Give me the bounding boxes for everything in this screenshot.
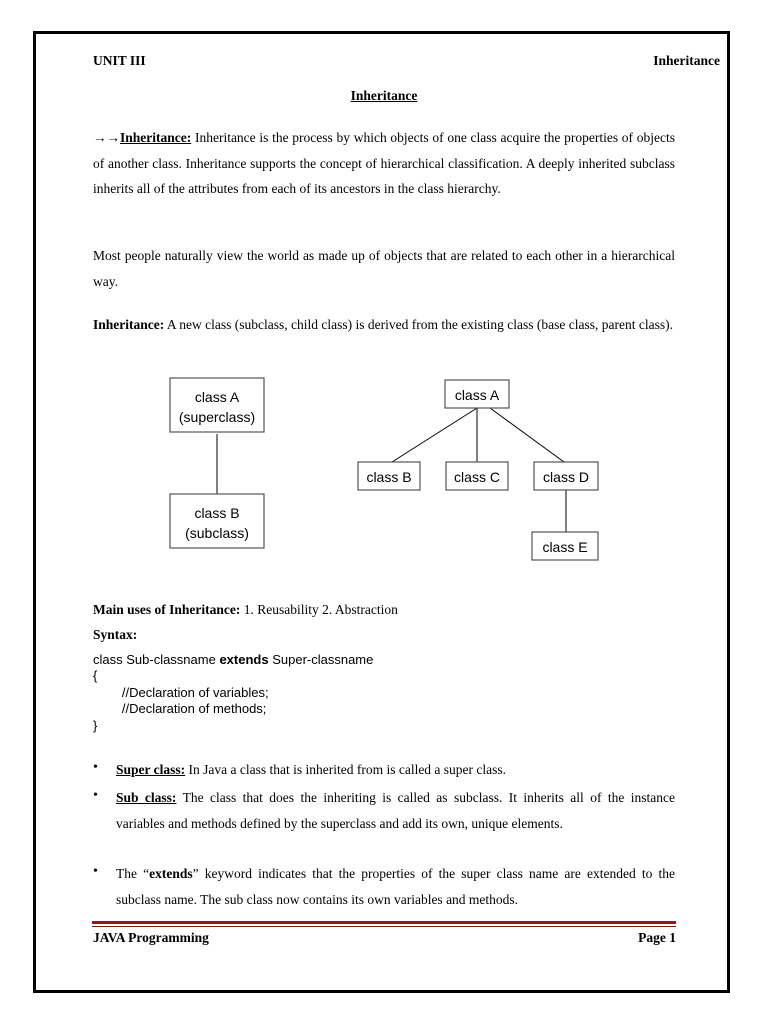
hierarchy-diagram <box>350 372 610 567</box>
paragraph-2: Most people naturally view the world as made up of objects that are related to each other in a hierarchical way. <box>93 248 675 289</box>
subclass-term: Sub class: <box>116 790 177 805</box>
footer-page-number: Page 1 <box>638 930 676 945</box>
superclass-text: In Java a class that is inherited from is called a super class. <box>185 762 507 777</box>
intro-text: Inheritance is the process by which objects of one class acquire the properties of objects of another class. Inheritance supports the concept of hierarchical classification. A deeply inherited subclass inherits all of the attributes from each of its ancestors in the class hierarchy. <box>93 130 675 196</box>
subclass-sublabel: (subclass) <box>185 525 249 541</box>
bullet-extends <box>116 861 675 912</box>
subclass-text: The class that does the inheriting is called as subclass. It inherits all of the instance variables and methods defined by the superclass and add its own, unique elements. <box>116 790 675 831</box>
node-class-a-label: class A <box>454 387 500 403</box>
arrow-icon: →→ <box>93 130 120 145</box>
node-class-b-label: class B <box>366 469 412 485</box>
superclass-sublabel: (superclass) <box>178 409 256 425</box>
header-unit: UNIT III <box>93 53 146 68</box>
intro-paragraph <box>93 125 675 202</box>
bullet-superclass <box>116 757 675 783</box>
bullet-dot-1: • <box>93 760 98 775</box>
definition-term: Inheritance: <box>93 317 165 332</box>
superclass-label: class A <box>194 389 240 405</box>
syntax-line-1 <box>93 652 373 669</box>
syntax-open-brace: { <box>93 668 98 683</box>
syntax-body-2: //Declaration of methods; <box>93 701 267 716</box>
subclass-label: class B <box>194 505 240 521</box>
uses-line <box>93 597 675 623</box>
node-class-c-label: class C <box>454 469 500 485</box>
extends-pre: The “ <box>116 866 150 881</box>
syntax-body-1: //Declaration of variables; <box>93 685 269 700</box>
extends-keyword: extends <box>149 866 193 881</box>
page-title: Inheritance <box>350 88 418 103</box>
superclass-term: Super class: <box>116 762 186 777</box>
syntax-label: Syntax: <box>93 627 138 642</box>
footer-rule-thin <box>92 926 676 927</box>
bullet-subclass <box>116 785 675 836</box>
definition-paragraph <box>93 312 675 338</box>
definition-text: A new class (subclass, child class) is derived from the existing class (base class, parent class). <box>164 317 673 332</box>
node-class-d-label: class D <box>543 469 589 485</box>
node-class-e-label: class E <box>542 539 588 555</box>
syntax-close-brace: } <box>93 718 98 733</box>
syntax-keyword: extends <box>219 652 269 667</box>
edge-a-b <box>392 408 477 462</box>
bullet-dot-3: • <box>93 864 98 879</box>
uses-text: 1. Reusability 2. Abstraction <box>240 602 398 617</box>
bullet-dot-2: • <box>93 788 98 803</box>
uses-label: Main uses of Inheritance: <box>93 602 241 617</box>
header-topic: Inheritance <box>653 53 720 68</box>
single-inheritance-diagram <box>160 372 280 557</box>
syntax-heading <box>93 622 675 648</box>
footer-rule-thick <box>92 921 676 924</box>
footer-course: JAVA Programming <box>93 930 209 945</box>
intro-term: Inheritance: <box>120 130 192 145</box>
syntax-pre: class Sub-classname <box>93 652 220 667</box>
extends-text: ” keyword indicates that the properties of the super class name are extended to the subclass name. The sub class now contains its own variables and methods. <box>116 866 675 907</box>
edge-a-d <box>490 408 564 462</box>
syntax-post: Super-classname <box>268 652 374 667</box>
